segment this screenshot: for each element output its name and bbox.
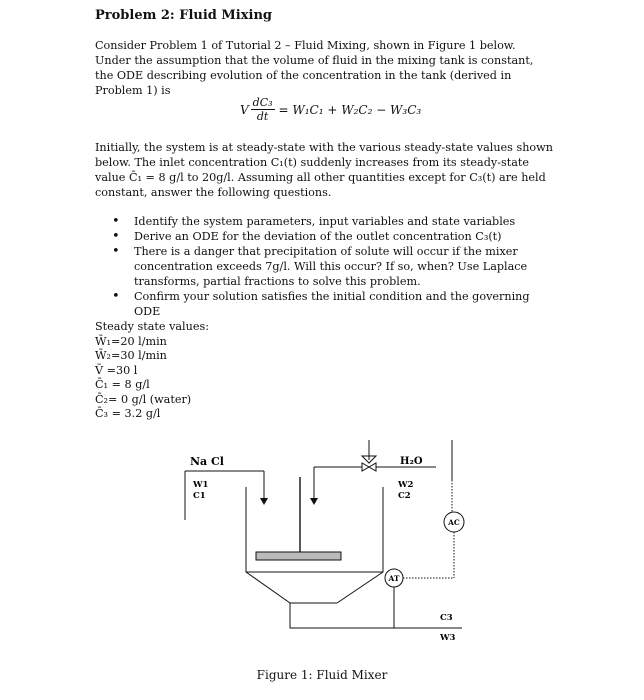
steady-state-value: C̄₂= 0 g/l (water): [95, 392, 192, 406]
mixer-impeller: [256, 552, 341, 560]
w3-label: W3: [440, 633, 456, 643]
question-list: [112, 214, 552, 319]
inlet2-arrow-icon: [310, 498, 318, 505]
question-item: • There is a danger that precipitation of solute will occur if the mixer concentration exceeds 7g/l. Will this occur? If so, when? Use Laplace transforms, partial fractions to solve this problem.: [112, 244, 552, 289]
steady-state-value: C̄₃ = 3.2 g/l: [95, 407, 161, 420]
at-label: AT: [388, 574, 400, 583]
c2-label: C2: [398, 491, 411, 501]
initial-conditions-paragraph: Initially, the system is at steady-state with the various steady-state values shown below. The inlet concentration C₁(t) suddenly increases from its steady-state value C̄₁ = 8 g/l to 20g/l. Assuming all other quantities except for C₃(t) are held constant, answer the following questions.: [95, 141, 553, 199]
steady-state-value: C̄₁ = 8 g/l: [95, 378, 150, 391]
tank-right-wall: [337, 487, 383, 603]
h2o-label: H₂O: [400, 456, 423, 467]
c1-label: C1: [193, 491, 206, 501]
steady-state-value: V̄ =30 l: [95, 363, 138, 377]
equation-derivative: [251, 96, 275, 123]
equation-rhs: = W₁C₁ + W₂C₂ − W₃C₃: [278, 102, 422, 117]
steady-state-value: W̄₁=20 l/min: [95, 334, 167, 348]
valve-right-icon: [369, 463, 376, 471]
question-item: • Derive an ODE for the deviation of the outlet concentration C₃(t): [112, 229, 552, 244]
valve-left-icon: [362, 463, 369, 471]
question-item: • Identify the system parameters, input variables and state variables: [112, 214, 552, 229]
intro-paragraph: Consider Problem 1 of Tutorial 2 – Fluid Mixing, shown in Figure 1 below. Under the assumption that the volume of fluid in the mixing tank is constant, the ODE describing evolution of the concentration in the tank (derived in Problem 1) is: [95, 39, 534, 97]
steady-state-value: W̄₂=30 l/min: [95, 349, 167, 362]
steady-state-values: [95, 320, 209, 422]
steady-state-heading: Steady state values:: [95, 320, 209, 333]
w2-label: W2: [398, 480, 414, 490]
equation-volume: V: [240, 102, 249, 117]
inlet1-arrow-icon: [260, 498, 268, 505]
c3-label: C3: [440, 613, 453, 623]
equation-numerator: dC₃: [252, 96, 273, 109]
w1-label: W1: [193, 480, 209, 490]
ac-label: AC: [448, 518, 460, 527]
fluid-mixer-diagram: [0, 440, 644, 700]
ode-equation: [240, 96, 421, 123]
problem-title: Problem 2: Fluid Mixing: [95, 8, 272, 23]
question-item: • Confirm your solution satisfies the initial condition and the governing ODE: [112, 289, 552, 319]
nacl-label: Na Cl: [190, 455, 224, 468]
figure-caption: Figure 1: Fluid Mixer: [256, 668, 388, 682]
equation-denominator: dt: [256, 110, 269, 123]
